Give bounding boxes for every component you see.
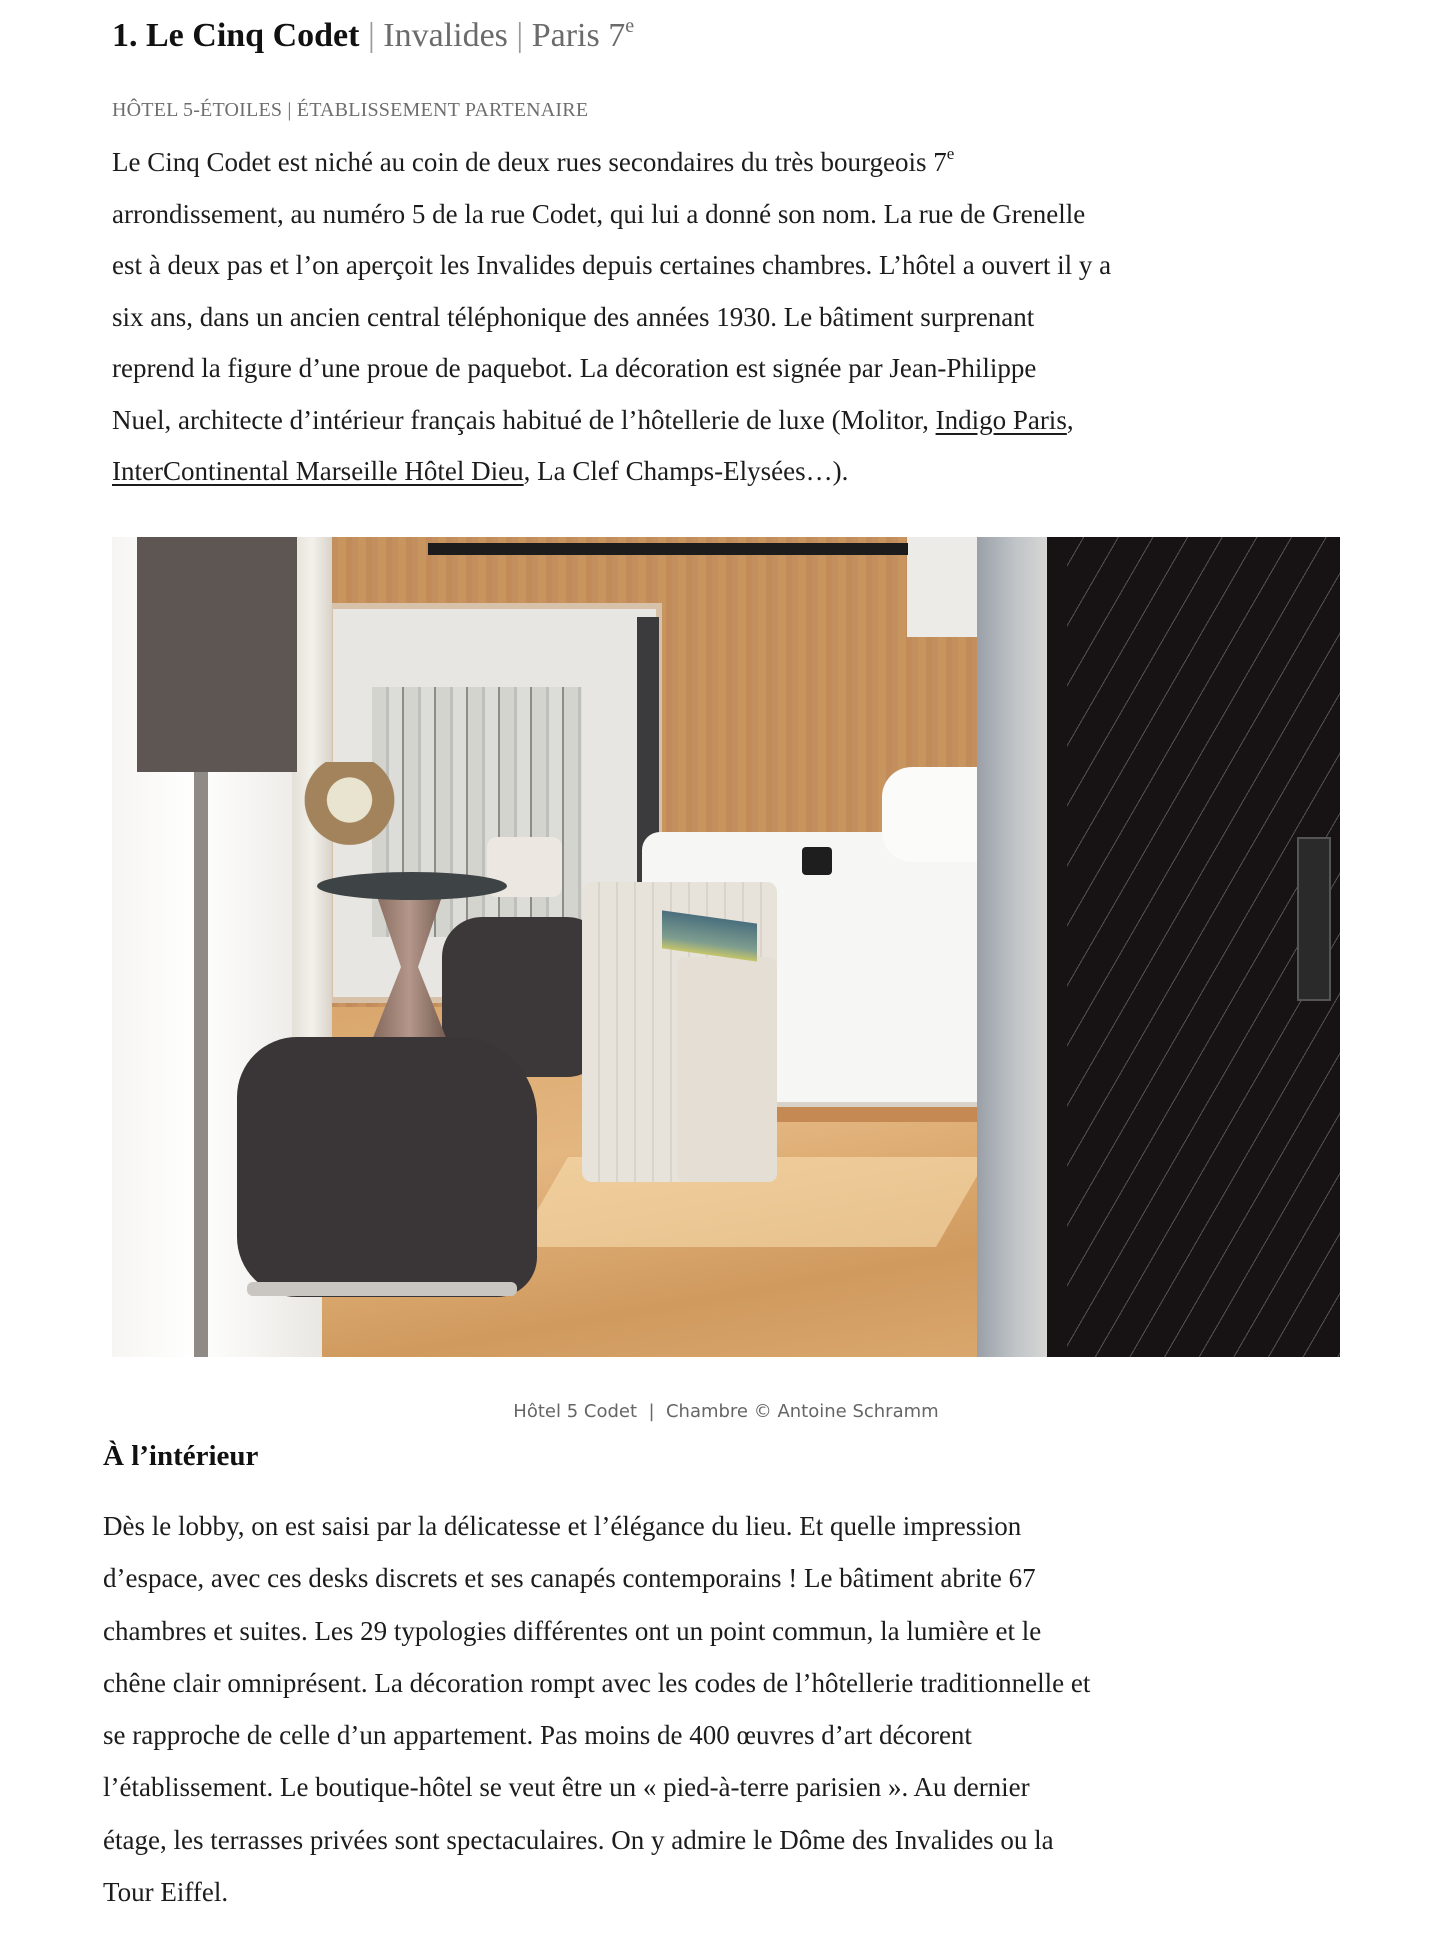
- link-intercontinental-marseille[interactable]: InterContinental Marseille Hôtel Dieu: [112, 456, 524, 486]
- armchair-base: [247, 1282, 517, 1296]
- pillow: [882, 767, 992, 862]
- hotel-city: Paris 7e: [531, 15, 635, 54]
- hotel-title: [112, 12, 634, 60]
- hotel-room-photo: [112, 537, 1340, 1357]
- section-heading: À l’intérieur: [103, 1440, 259, 1472]
- title-separator: |: [507, 17, 532, 54]
- bench-end: [677, 957, 777, 1182]
- title-separator: |: [359, 17, 384, 54]
- door-handle: [1297, 837, 1331, 1001]
- flower-bouquet: [302, 762, 397, 857]
- hotel-category: HÔTEL 5-ÉTOILES | ÉTABLISSEMENT PARTENAIRE: [112, 99, 589, 121]
- speaker-stand: [194, 772, 208, 1357]
- hotel-district: Invalides: [383, 17, 508, 54]
- link-indigo-paris[interactable]: Indigo Paris: [935, 404, 1067, 435]
- photo-caption: Hôtel 5 Codet | Chambre © Antoine Schramm: [513, 1401, 939, 1422]
- bedside-lamp: [802, 847, 832, 875]
- ceiling-vent: [428, 543, 908, 555]
- floor-speaker: [137, 537, 297, 772]
- interior-paragraph: Dès le lobby, on est saisi par la délicatesse et l’élégance du lieu. Et quelle impression d’espace, avec ces desks discrets et ses canapés contemporains ! Le bâtiment abrite 67 chambres et suites. Les 29 typologies différentes ont un point commun, la lumière et le chêne clair omniprésent. La décoration rompt avec les codes de l’hôtellerie traditionnelle et se rapproche de celle d’un appartement. Pas moins de 400 œuvres d’art décorent l’établissement. Le boutique-hôtel se veut être un « pied-à-terre parisien ». Au dernier étage, les terrasses privées sont spectaculaires. On y admire le Dôme des Invalides ou la Tour Eiffel.: [103, 1511, 1091, 1908]
- door-frame: [977, 537, 1047, 1357]
- armchair-front: [237, 1037, 537, 1297]
- hotel-name: 1. Le Cinq Codet: [112, 17, 360, 54]
- side-table-top: [317, 872, 507, 900]
- intro-paragraph: Le Cinq Codet est niché au coin de deux rues secondaires du très bourgeois 7e arrondissement, au numéro 5 de la rue Codet, qui lui a donné son nom. La rue de Grenelle est à deux pas et l’on aperçoit les Invalides depuis certaines chambres. L’hôtel a ouvert il y a six ans, dans un ancien central téléphonique des années 1930. Le bâtiment surprenant reprend la figure d’une proue de paquebot. La décoration est signée par Jean-Philippe Nuel, architecte d’intérieur français habitué de l’hôtellerie de luxe (Molitor, Indigo Paris, InterContinental Marseille Hôtel Dieu, La Clef Champs-Elysées…).: [112, 144, 1112, 486]
